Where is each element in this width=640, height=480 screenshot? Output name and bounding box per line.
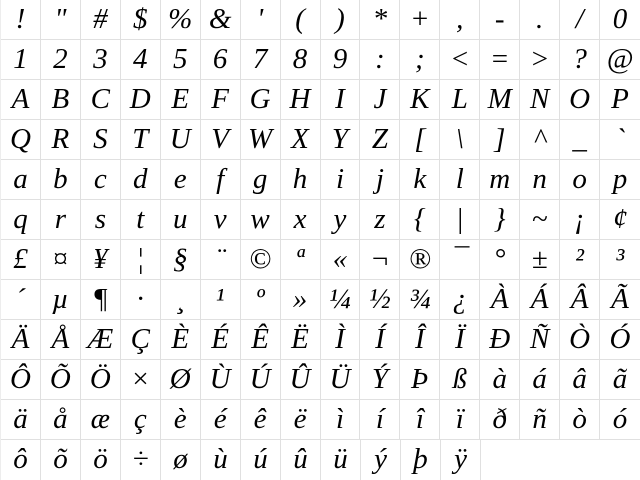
glyph-cell[interactable]: á	[520, 360, 560, 400]
glyph-cell[interactable]: à	[480, 360, 520, 400]
glyph-cell[interactable]: 4	[121, 40, 161, 80]
glyph-cell[interactable]: ¸	[161, 280, 201, 320]
glyph-cell[interactable]: Î	[400, 320, 440, 360]
glyph-cell[interactable]: µ	[41, 280, 81, 320]
glyph-cell[interactable]: N	[520, 80, 560, 120]
glyph-cell[interactable]: ï	[440, 400, 480, 440]
grid-row	[1, 400, 640, 440]
glyph-cell[interactable]: j	[360, 160, 400, 200]
glyph-cell[interactable]: c	[81, 160, 121, 200]
glyph-cell[interactable]: ^	[520, 120, 560, 160]
glyph-cell[interactable]: Ü	[321, 360, 361, 400]
glyph-cell[interactable]: }	[480, 200, 520, 240]
glyph-cell[interactable]: A	[1, 80, 41, 120]
glyph-cell[interactable]: "	[41, 0, 81, 40]
glyph-cell[interactable]: Ê	[241, 320, 281, 360]
glyph-cell[interactable]: {	[400, 200, 440, 240]
glyph-cell[interactable]: .	[520, 0, 560, 40]
glyph-cell[interactable]: ¢	[600, 200, 640, 240]
glyph-cell[interactable]: H	[281, 80, 321, 120]
glyph-cell[interactable]: h	[281, 160, 321, 200]
glyph-cell[interactable]: |	[440, 200, 480, 240]
glyph-cell[interactable]: #	[81, 0, 121, 40]
glyph-cell[interactable]: Â	[560, 280, 600, 320]
glyph-cell[interactable]: É	[201, 320, 241, 360]
glyph-cell[interactable]: §	[161, 240, 201, 280]
glyph-cell[interactable]: ã	[600, 360, 640, 400]
glyph-cell[interactable]: a	[1, 160, 41, 200]
glyph-cell[interactable]: !	[1, 0, 41, 40]
glyph-cell[interactable]: R	[41, 120, 81, 160]
glyph-cell[interactable]: ²	[560, 240, 600, 280]
glyph-cell[interactable]: Ã	[600, 280, 640, 320]
glyph-cell[interactable]: I	[321, 80, 361, 120]
glyph-cell[interactable]: ö	[81, 440, 121, 480]
glyph-cell[interactable]: È	[161, 320, 201, 360]
glyph-cell[interactable]: í	[360, 400, 400, 440]
glyph-cell[interactable]: ô	[1, 440, 41, 480]
glyph-cell[interactable]: Í	[360, 320, 400, 360]
glyph-cell[interactable]: z	[360, 200, 400, 240]
glyph-cell[interactable]: (	[281, 0, 321, 40]
glyph-cell[interactable]: Ë	[281, 320, 321, 360]
glyph-cell[interactable]: Z	[360, 120, 400, 160]
glyph-cell[interactable]: B	[41, 80, 81, 120]
glyph-cell[interactable]: â	[560, 360, 600, 400]
glyph-cell[interactable]: i	[321, 160, 361, 200]
glyph-cell[interactable]: V	[201, 120, 241, 160]
glyph-cell[interactable]: r	[41, 200, 81, 240]
glyph-cell[interactable]: x	[281, 200, 321, 240]
grid-row	[1, 120, 640, 160]
grid-row	[1, 200, 640, 240]
glyph-cell[interactable]: l	[440, 160, 480, 200]
glyph-cell[interactable]: ~	[520, 200, 560, 240]
glyph-cell[interactable]: ®	[400, 240, 440, 280]
glyph-cell[interactable]: Ý	[360, 360, 400, 400]
glyph-cell[interactable]: <	[440, 40, 480, 80]
glyph-cell[interactable]: %	[161, 0, 201, 40]
glyph-cell[interactable]: 7	[241, 40, 281, 80]
glyph-cell[interactable]: 5	[161, 40, 201, 80]
glyph-cell[interactable]: 6	[201, 40, 241, 80]
glyph-cell[interactable]: «	[321, 240, 361, 280]
glyph-cell[interactable]: d	[121, 160, 161, 200]
glyph-cell[interactable]: p	[600, 160, 640, 200]
glyph-cell[interactable]: \	[440, 120, 480, 160]
glyph-cell[interactable]: ´	[1, 280, 41, 320]
glyph-cell[interactable]: ý	[361, 440, 401, 480]
grid-row	[1, 160, 640, 200]
glyph-cell[interactable]: F	[201, 80, 241, 120]
glyph-cell[interactable]: Æ	[81, 320, 121, 360]
glyph-cell[interactable]: Ò	[560, 320, 600, 360]
grid-row	[1, 80, 640, 120]
glyph-cell[interactable]: ;	[400, 40, 440, 80]
glyph-cell[interactable]: ±	[520, 240, 560, 280]
glyph-cell[interactable]: :	[360, 40, 400, 80]
glyph-cell[interactable]: ¼	[321, 280, 361, 320]
glyph-cell[interactable]: n	[520, 160, 560, 200]
glyph-cell[interactable]: v	[201, 200, 241, 240]
glyph-cell[interactable]: ð	[480, 400, 520, 440]
glyph-cell[interactable]: 2	[41, 40, 81, 80]
glyph-cell[interactable]: 3	[81, 40, 121, 80]
glyph-cell[interactable]: 9	[321, 40, 361, 80]
glyph-cell[interactable]: m	[480, 160, 520, 200]
glyph-cell[interactable]: /	[560, 0, 600, 40]
grid-row	[1, 240, 640, 280]
glyph-cell[interactable]: +	[400, 0, 440, 40]
glyph-cell[interactable]: @	[600, 40, 640, 80]
glyph-cell[interactable]: ¥	[81, 240, 121, 280]
glyph-cell[interactable]: T	[121, 120, 161, 160]
glyph-cell[interactable]: O	[560, 80, 600, 120]
glyph-cell[interactable]: Ñ	[520, 320, 560, 360]
glyph-cell[interactable]: ¦	[121, 240, 161, 280]
glyph-cell[interactable]: Ð	[480, 320, 520, 360]
grid-row	[1, 280, 640, 320]
glyph-cell[interactable]: ª	[281, 240, 321, 280]
glyph-cell[interactable]: ñ	[520, 400, 560, 440]
glyph-cell[interactable]: w	[241, 200, 281, 240]
grid-row	[1, 440, 640, 480]
glyph-cell[interactable]: û	[281, 440, 321, 480]
glyph-cell[interactable]: ¨	[201, 240, 241, 280]
glyph-cell[interactable]: Ù	[201, 360, 241, 400]
glyph-cell[interactable]: t	[121, 200, 161, 240]
glyph-cell[interactable]: $	[121, 0, 161, 40]
glyph-cell[interactable]: ì	[321, 400, 361, 440]
glyph-cell[interactable]: Þ	[400, 360, 440, 400]
glyph-cell[interactable]: *	[360, 0, 400, 40]
glyph-cell[interactable]: =	[480, 40, 520, 80]
glyph-cell[interactable]: G	[241, 80, 281, 120]
glyph-cell[interactable]: Ø	[161, 360, 201, 400]
glyph-cell[interactable]: >	[520, 40, 560, 80]
glyph-cell[interactable]: Ó	[600, 320, 640, 360]
glyph-cell[interactable]: ¬	[360, 240, 400, 280]
glyph-cell[interactable]: q	[1, 200, 41, 240]
glyph-cell[interactable]: '	[241, 0, 281, 40]
grid-row	[1, 40, 640, 80]
glyph-cell[interactable]: L	[440, 80, 480, 120]
glyph-cell[interactable]: ¯	[440, 240, 480, 280]
glyph-cell[interactable]: Ï	[440, 320, 480, 360]
glyph-cell[interactable]: £	[1, 240, 41, 280]
glyph-cell[interactable]: °	[480, 240, 520, 280]
glyph-cell[interactable]: é	[201, 400, 241, 440]
glyph-cell[interactable]: Û	[281, 360, 321, 400]
glyph-cell[interactable]: Ô	[1, 360, 41, 400]
glyph-cell[interactable]: »	[281, 280, 321, 320]
glyph-cell[interactable]: þ	[401, 440, 441, 480]
glyph-cell[interactable]: [	[400, 120, 440, 160]
glyph-cell[interactable]: Ä	[1, 320, 41, 360]
glyph-cell[interactable]: -	[480, 0, 520, 40]
glyph-cell[interactable]: ë	[281, 400, 321, 440]
glyph-cell[interactable]: ü	[321, 440, 361, 480]
glyph-cell[interactable]: æ	[81, 400, 121, 440]
glyph-cell[interactable]: &	[201, 0, 241, 40]
glyph-cell[interactable]: `	[600, 120, 640, 160]
glyph-cell[interactable]: D	[121, 80, 161, 120]
glyph-cell[interactable]: k	[400, 160, 440, 200]
glyph-cell[interactable]: ä	[1, 400, 41, 440]
glyph-cell[interactable]: 8	[281, 40, 321, 80]
glyph-cell[interactable]: 0	[600, 0, 640, 40]
glyph-cell[interactable]: Q	[1, 120, 41, 160]
glyph-cell[interactable]: _	[560, 120, 600, 160]
glyph-cell[interactable]: g	[241, 160, 281, 200]
glyph-cell[interactable]: e	[161, 160, 201, 200]
glyph-cell[interactable]: ê	[241, 400, 281, 440]
glyph-cell[interactable]: s	[81, 200, 121, 240]
glyph-cell[interactable]: ú	[241, 440, 281, 480]
glyph-cell[interactable]: ç	[121, 400, 161, 440]
grid-row	[1, 360, 640, 400]
glyph-cell[interactable]: ¡	[560, 200, 600, 240]
glyph-cell[interactable]: b	[41, 160, 81, 200]
glyph-cell[interactable]: ÷	[121, 440, 161, 480]
glyph-cell[interactable]: ó	[600, 400, 640, 440]
glyph-cell[interactable]: Á	[520, 280, 560, 320]
glyph-cell[interactable]: )	[321, 0, 361, 40]
glyph-cell[interactable]: y	[321, 200, 361, 240]
glyph-cell[interactable]: C	[81, 80, 121, 120]
glyph-cell[interactable]: W	[241, 120, 281, 160]
glyph-cell[interactable]: E	[161, 80, 201, 120]
glyph-cell[interactable]: ¾	[400, 280, 440, 320]
glyph-cell[interactable]: K	[400, 80, 440, 120]
glyph-cell[interactable]: è	[161, 400, 201, 440]
glyph-cell[interactable]: ©	[241, 240, 281, 280]
glyph-cell[interactable]: ]	[480, 120, 520, 160]
glyph-cell[interactable]: ò	[560, 400, 600, 440]
glyph-cell[interactable]: º	[241, 280, 281, 320]
glyph-cell[interactable]: ×	[121, 360, 161, 400]
glyph-cell[interactable]: ù	[201, 440, 241, 480]
glyph-cell[interactable]: X	[281, 120, 321, 160]
glyph-cell[interactable]: P	[600, 80, 640, 120]
glyph-cell[interactable]: Ú	[241, 360, 281, 400]
glyph-cell[interactable]: À	[480, 280, 520, 320]
glyph-cell[interactable]: J	[360, 80, 400, 120]
grid-row	[1, 0, 640, 40]
glyph-cell[interactable]: Y	[321, 120, 361, 160]
glyph-cell[interactable]: Õ	[41, 360, 81, 400]
glyph-cell[interactable]: ,	[440, 0, 480, 40]
glyph-cell[interactable]: ¤	[41, 240, 81, 280]
glyph-cell[interactable]: o	[560, 160, 600, 200]
glyph-cell[interactable]: ?	[560, 40, 600, 80]
glyph-cell[interactable]: f	[201, 160, 241, 200]
glyph-cell[interactable]: õ	[41, 440, 81, 480]
glyph-cell[interactable]: Å	[41, 320, 81, 360]
glyph-cell[interactable]: î	[400, 400, 440, 440]
glyph-cell[interactable]: ·	[121, 280, 161, 320]
glyph-cell[interactable]: M	[480, 80, 520, 120]
grid-row	[1, 320, 640, 360]
glyph-cell[interactable]: S	[81, 120, 121, 160]
glyph-cell[interactable]: ¹	[201, 280, 241, 320]
glyph-cell[interactable]: Ö	[81, 360, 121, 400]
glyph-cell[interactable]: å	[41, 400, 81, 440]
glyph-cell[interactable]: U	[161, 120, 201, 160]
glyph-cell[interactable]: ß	[440, 360, 480, 400]
glyph-cell[interactable]: Ç	[121, 320, 161, 360]
glyph-cell[interactable]: ¶	[81, 280, 121, 320]
glyph-cell[interactable]: Ì	[321, 320, 361, 360]
glyph-cell[interactable]: ø	[161, 440, 201, 480]
glyph-cell[interactable]: ½	[360, 280, 400, 320]
glyph-cell[interactable]: u	[161, 200, 201, 240]
glyph-cell[interactable]: ³	[600, 240, 640, 280]
glyph-cell[interactable]: ÿ	[441, 440, 481, 480]
glyph-cell[interactable]: ¿	[440, 280, 480, 320]
glyph-cell[interactable]: 1	[1, 40, 41, 80]
